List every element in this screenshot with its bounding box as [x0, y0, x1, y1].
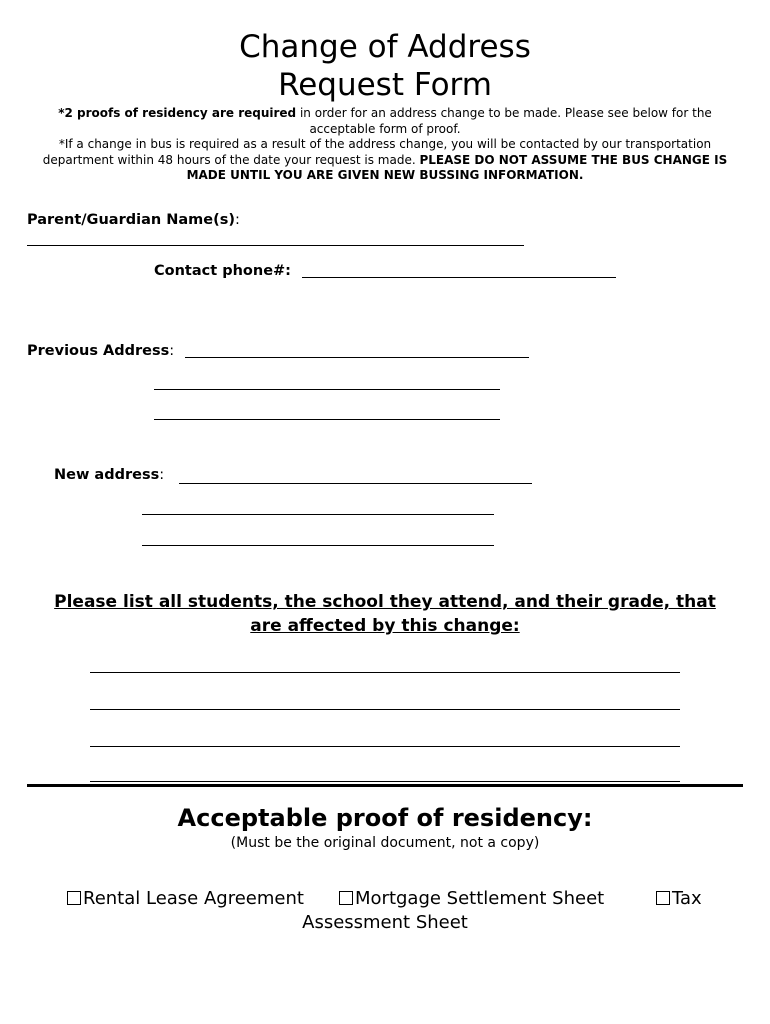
option-rental-lease-label: Rental Lease Agreement	[83, 888, 304, 909]
checkbox-icon[interactable]	[656, 891, 670, 905]
form-title-line-1: Change of Address	[239, 29, 531, 65]
option-tax-label: Tax	[672, 888, 702, 909]
student-line-2[interactable]	[90, 709, 680, 710]
contact-phone-label: Contact phone#:	[154, 263, 291, 279]
option-rental-lease[interactable]	[67, 888, 304, 909]
option-mortgage-settlement-label: Mortgage Settlement Sheet	[355, 888, 605, 909]
contact-phone-line[interactable]	[302, 277, 616, 278]
proofs-detail-text: in order for an address change to be made. Please see below for the acceptable form of proof.	[296, 106, 712, 136]
option-tax-assessment-continued: Assessment Sheet	[302, 912, 468, 933]
option-mortgage-settlement[interactable]	[339, 888, 604, 909]
new-address-line-2[interactable]	[142, 514, 494, 515]
previous-address-line-2[interactable]	[154, 389, 500, 390]
option-tax-assessment[interactable]	[656, 888, 702, 909]
colon: :	[169, 343, 175, 359]
colon: :	[159, 467, 165, 483]
bus-notice-text: *If a change in bus is required as a result of the address change, you will be contacted by our transportation department within 48 hours of the date your request is made.	[42, 137, 712, 167]
previous-address-label	[27, 343, 174, 359]
new-address-line-3[interactable]	[142, 545, 494, 546]
proof-subheading: (Must be the original document, not a copy)	[230, 835, 540, 851]
bus-notice	[28, 137, 742, 184]
checkbox-icon[interactable]	[339, 891, 353, 905]
student-line-3[interactable]	[90, 746, 680, 747]
new-address-label-text: New address	[54, 467, 160, 483]
proofs-required-text: *2 proofs of residency are required	[58, 106, 297, 120]
students-heading-line-1: Please list all students, the school they attend, and their grade, that	[54, 592, 716, 612]
section-divider	[27, 784, 743, 787]
checkbox-icon[interactable]	[67, 891, 81, 905]
parent-guardian-label-text: Parent/Guardian Name(s)	[27, 212, 235, 228]
new-address-line-1[interactable]	[179, 483, 532, 484]
bus-warning-text: PLEASE DO NOT ASSUME THE BUS CHANGE IS MADE UNTIL YOU ARE GIVEN NEW BUSSING INFORMATION.	[186, 152, 728, 182]
proof-heading: Acceptable proof of residency:	[177, 804, 593, 832]
students-heading-line-2: are affected by this change:	[250, 616, 520, 636]
parent-guardian-line[interactable]	[27, 245, 524, 246]
previous-address-line-1[interactable]	[185, 357, 529, 358]
colon: :	[234, 212, 240, 228]
student-line-4[interactable]	[90, 781, 680, 782]
new-address-label	[54, 467, 164, 483]
previous-address-line-3[interactable]	[154, 419, 500, 420]
previous-address-label-text: Previous Address	[27, 343, 170, 359]
parent-guardian-label	[27, 212, 240, 228]
proofs-notice	[28, 106, 742, 137]
student-line-1[interactable]	[90, 672, 680, 673]
form-title-line-2: Request Form	[278, 67, 492, 103]
